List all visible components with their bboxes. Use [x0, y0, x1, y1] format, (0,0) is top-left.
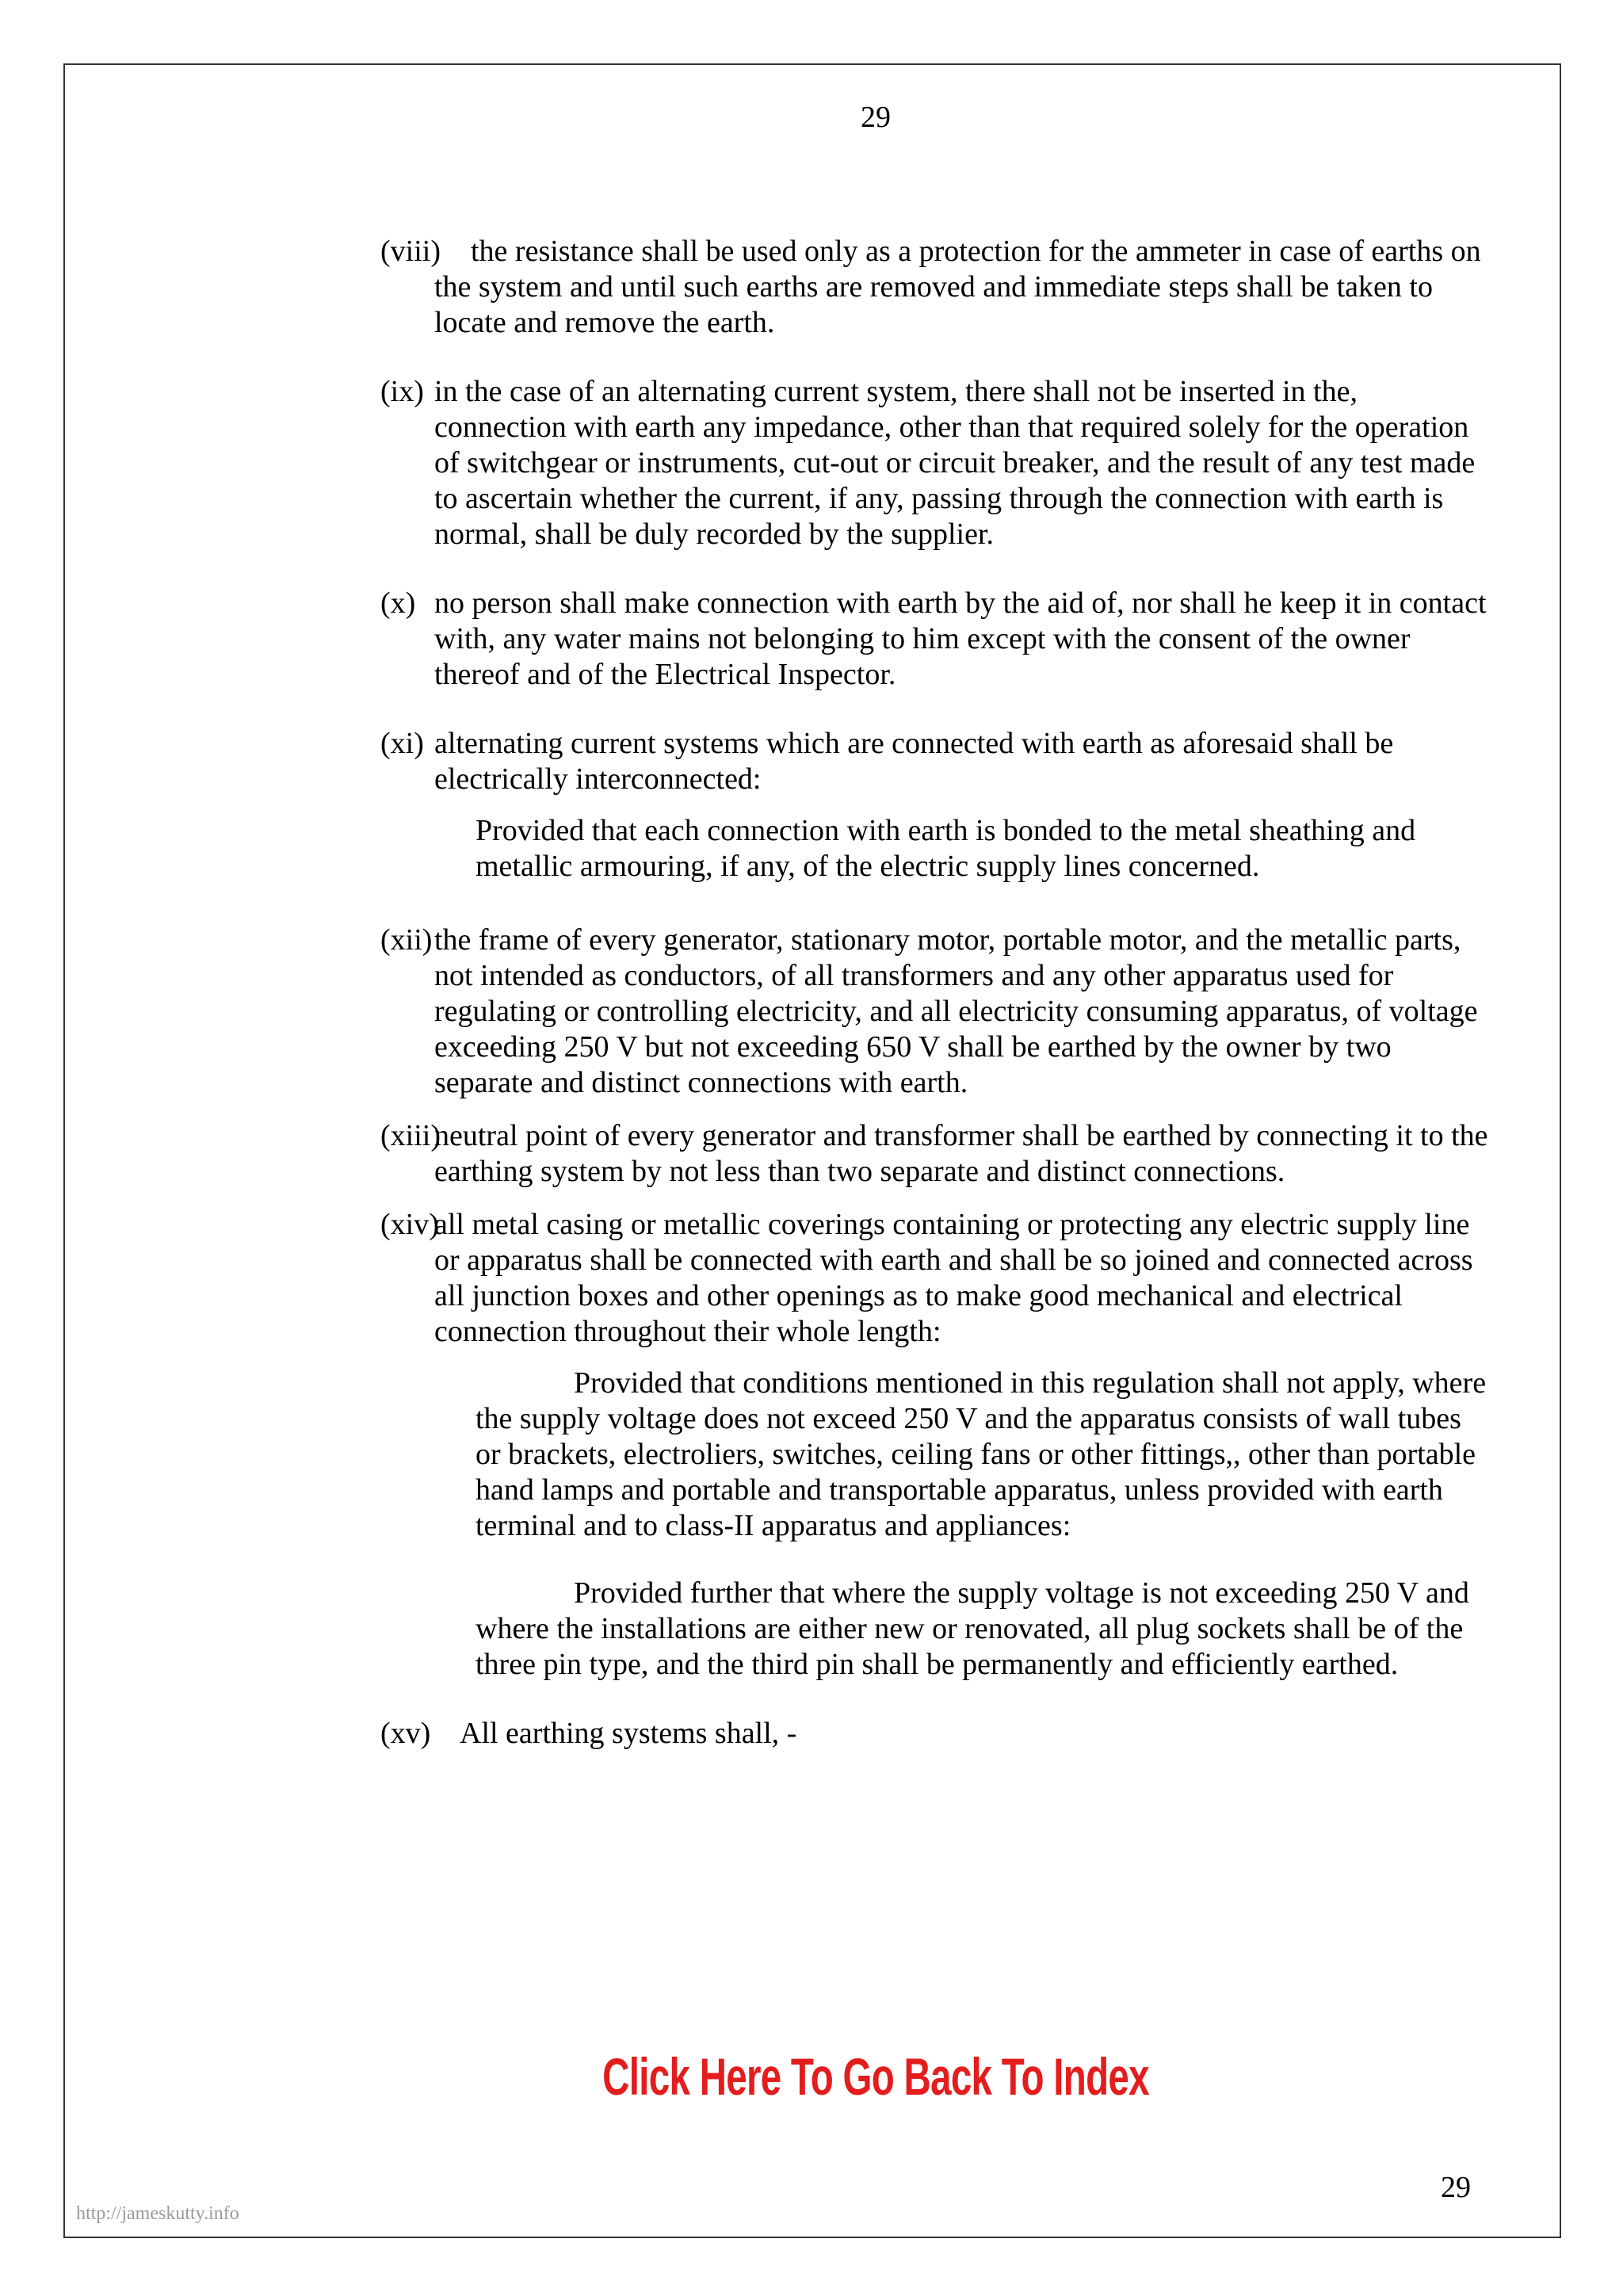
clause-text: all metal casing or metallic coverings containing or protecting any electric supply line or apparatus shall be connected with earth and shall be so joined and connected across all junction boxes and other openings as to make good mechanical and electrical connection throughout their whole length:	[434, 1208, 1473, 1348]
page-number-top: 29	[861, 101, 891, 134]
clause-xi	[380, 726, 1490, 797]
clause-number: (xiv)	[380, 1208, 439, 1241]
clause-text: no person shall make connection with earth by the aid of, nor shall he keep it in contact with, any water mains not belonging to him except with the consent of the owner thereof and of the Electrical Inspector.	[434, 586, 1487, 691]
source-url: http://jameskutty.info	[76, 2203, 239, 2224]
clause-viii	[380, 234, 1490, 341]
clause-number: (xiii)	[380, 1119, 441, 1152]
clause-text: the resistance shall be used only as a protection for the ammeter in case of earths on the system and until such earths are removed and immediate steps shall be taken to locate and remove the earth.	[434, 235, 1481, 339]
clause-text: in the case of an alternating current system, there shall not be inserted in the, connection with earth any impedance, other than that required solely for the operation of switchgear or instruments, cut-out or circuit breaker, and the result of any test made to ascertain whether the current, if any, passing through the connection with earth is normal, shall be duly recorded by the supplier.	[434, 375, 1476, 551]
clause-number: (xv)	[380, 1717, 431, 1750]
clause-number: (xi)	[380, 727, 424, 760]
page-number-bottom: 29	[1441, 2171, 1471, 2204]
back-to-index-link[interactable]: Click Here To Go Back To Index	[602, 2047, 1149, 2106]
clause-xiii	[380, 1118, 1490, 1190]
clause-ix	[380, 374, 1490, 552]
proviso-xiv-1: Provided that conditions mentioned in this regulation shall not apply, where the supply voltage does not exceed 250 V and the apparatus consists of wall tubes or brackets, electroliers, switches, ceiling fans or other fittings,, other than portable hand lamps and portable and transportable apparatus, unless provided with earth terminal and to class-II apparatus and appliances:	[475, 1366, 1487, 1542]
clause-number: (x)	[380, 586, 416, 620]
clause-text: All earthing systems shall, -	[460, 1717, 797, 1750]
regulation-text	[380, 234, 1490, 1785]
clause-text: the frame of every generator, stationary motor, portable motor, and the metallic parts, not intended as conductors, of all transformers and any other apparatus used for regulating or controlling electricity, and all electricity consuming apparatus, of voltage exceeding 250 V but not exceeding 650 V shall be earthed by the owner by two separate and distinct connections with earth.	[434, 923, 1478, 1099]
clause-xv	[380, 1716, 1490, 1752]
clause-xiv	[380, 1207, 1490, 1350]
proviso-xi: Provided that each connection with earth is bonded to the metal sheathing and metallic armouring, if any, of the electric supply lines concerned.	[475, 814, 1416, 883]
clause-x	[380, 586, 1490, 693]
clause-number: (xii)	[380, 923, 433, 957]
clause-text: neutral point of every generator and transformer shall be earthed by connecting it to the earthing system by not less than two separate and distinct connections.	[434, 1119, 1488, 1188]
proviso-xiv-2: Provided further that where the supply voltage is not exceeding 250 V and where the installations are either new or renovated, all plug sockets shall be of the three pin type, and the third pin shall be permanently and efficiently earthed.	[475, 1576, 1469, 1681]
clause-text: alternating current systems which are connected with earth as aforesaid shall be electrically interconnected:	[434, 727, 1394, 796]
clause-xii	[380, 923, 1490, 1101]
clause-number: (ix)	[380, 375, 424, 408]
clause-number: (viii)	[380, 235, 441, 268]
